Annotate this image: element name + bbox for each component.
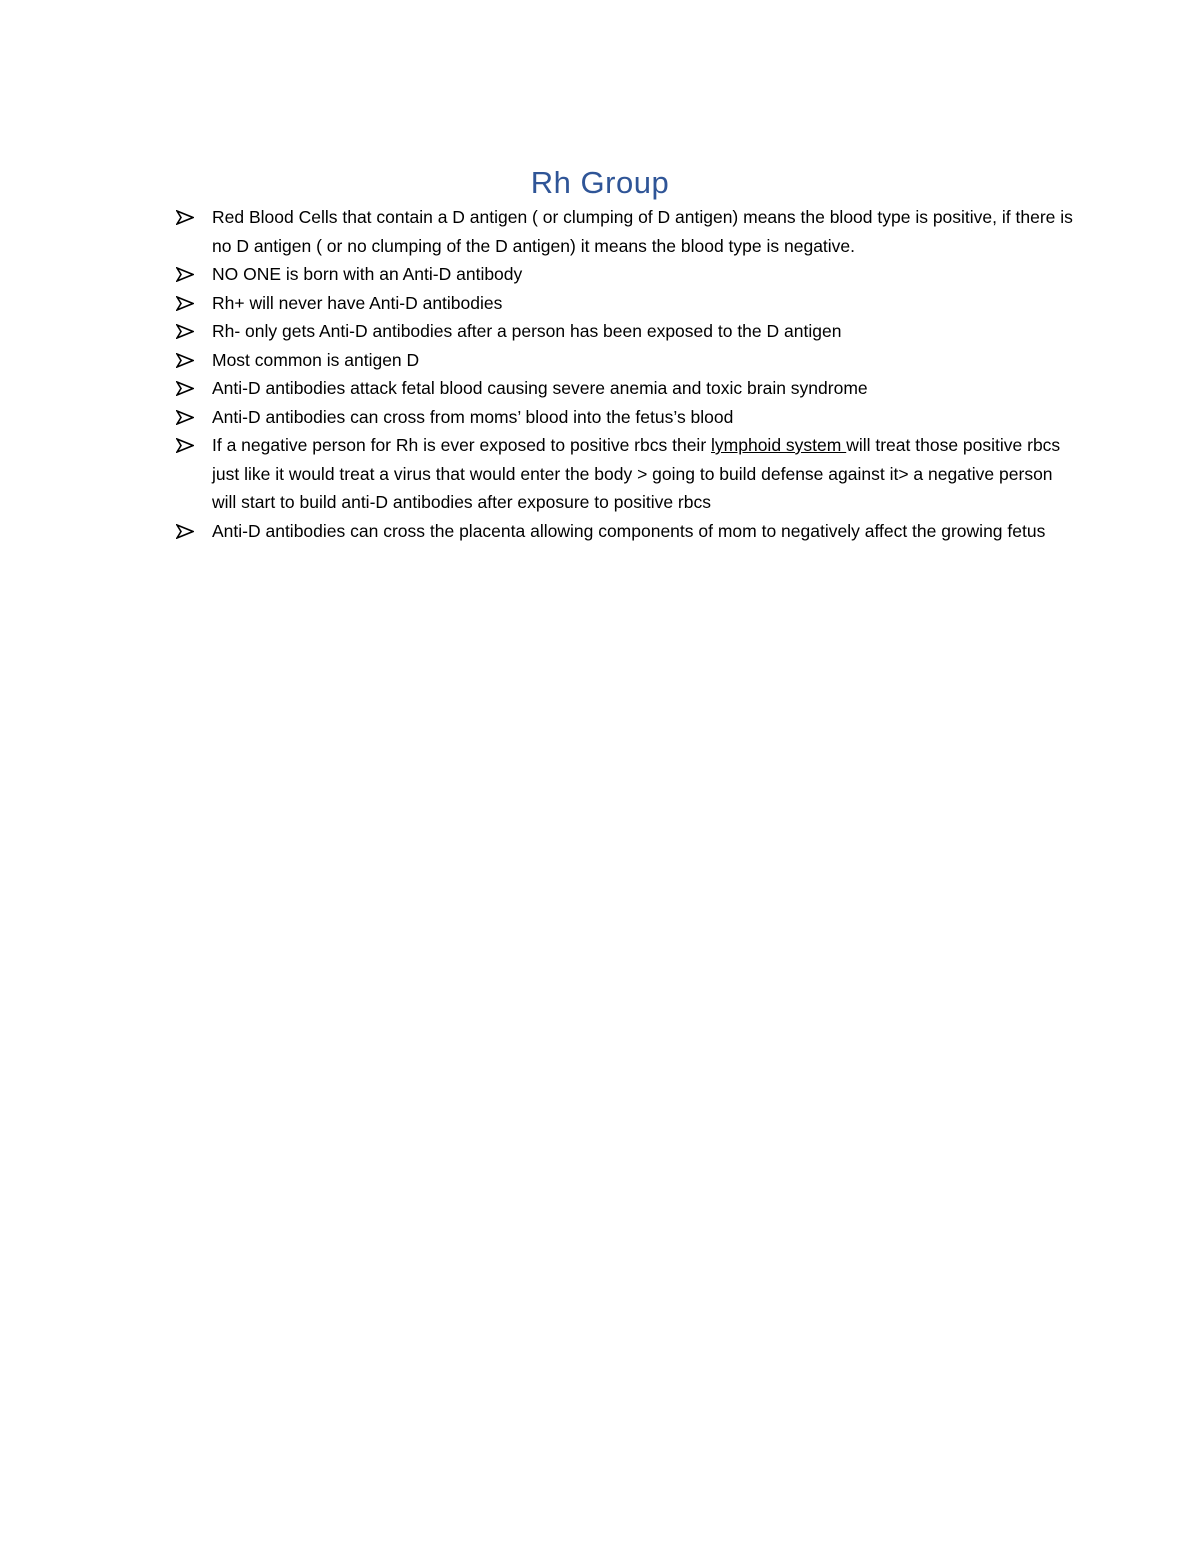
arrowhead-bullet-icon	[176, 210, 194, 225]
arrowhead-bullet-icon	[176, 524, 194, 539]
arrowhead-bullet-icon	[176, 267, 194, 282]
list-item-text: Anti-D antibodies can cross from moms’ blood into the fetus’s blood	[212, 406, 734, 427]
list-item-text-start: If a negative person for Rh is ever exposed to positive rbcs their	[212, 435, 712, 455]
list-item-text: Red Blood Cells that contain a D antigen ( or clumping of D antigen) means the blood type is positive, if there is no D antigen ( or no clumping of the D antigen) it means the blood type is negative.	[212, 207, 1073, 256]
arrowhead-bullet-icon	[176, 410, 194, 425]
list-item-text: NO ONE is born with an Anti-D antibody	[212, 264, 523, 284]
list-item-text: Rh- only gets Anti-D antibodies after a person has been exposed to the D antigen	[212, 321, 842, 341]
arrowhead-bullet-icon	[176, 296, 194, 311]
arrowhead-bullet-icon	[176, 438, 194, 453]
arrowhead-bullet-icon	[176, 381, 194, 396]
page-title: Rh Group	[530, 165, 670, 200]
bullet-list	[174, 203, 1074, 545]
list-item	[174, 260, 1074, 289]
list-item	[174, 317, 1074, 346]
list-item	[174, 517, 1074, 546]
list-item	[174, 346, 1074, 375]
underlined-term: lymphoid system	[711, 435, 847, 455]
list-item-text: Most common is antigen D	[212, 349, 420, 370]
list-item	[174, 203, 1074, 260]
list-item	[174, 403, 1074, 432]
list-item-text: Anti-D antibodies can cross the placenta allowing components of mom to negatively affect the growing fetus	[212, 520, 1046, 541]
list-item	[174, 374, 1074, 403]
arrowhead-bullet-icon	[176, 353, 194, 368]
list-item-text-end: will treat those positive rbcs just like it would treat a virus that would enter the body > going to build defense against it> a negative person will start to build anti-D antibodies after exposure to positive rbcs	[212, 435, 1061, 512]
arrowhead-bullet-icon	[176, 324, 194, 339]
list-item-text: Rh+ will never have Anti-D antibodies	[212, 292, 503, 313]
list-item	[174, 431, 1074, 517]
list-item-text: Anti-D antibodies attack fetal blood causing severe anemia and toxic brain syndrome	[212, 378, 868, 398]
list-item	[174, 289, 1074, 318]
